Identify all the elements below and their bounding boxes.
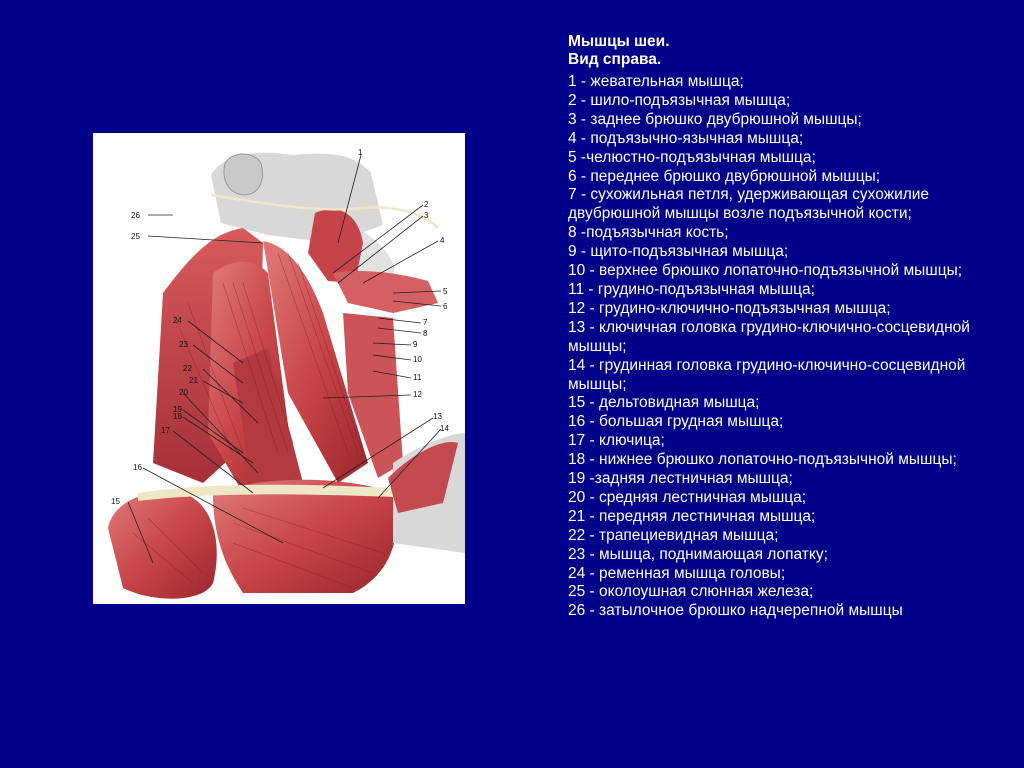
- legend-panel: [568, 33, 988, 621]
- legend-item-15: 15 - дельтовидная мышца;: [568, 394, 760, 412]
- legend-item-26: 26 - затылочное брюшко надчерепной мышцы: [568, 602, 903, 620]
- deltoid-shape: [108, 492, 217, 599]
- legend-item-17: 17 - ключица;: [568, 432, 665, 450]
- title-line-2: Вид справа.: [568, 51, 662, 68]
- callout-14: 14: [440, 424, 449, 433]
- callout-25: 25: [131, 232, 140, 241]
- callout-6: 6: [443, 302, 448, 311]
- callout-16: 16: [133, 463, 142, 472]
- legend-item-6: 6 - переднее брюшко двубрюшной мышцы;: [568, 167, 881, 185]
- callout-23: 23: [179, 340, 188, 349]
- callout-1: 1: [358, 148, 363, 157]
- legend-item-20: 20 - средняя лестничная мышца;: [568, 488, 807, 506]
- callout-20: 20: [179, 388, 188, 397]
- callout-2: 2: [424, 200, 429, 209]
- callout-4: 4: [440, 236, 445, 245]
- callout-17: 17: [161, 426, 170, 435]
- pectoral-shape: [213, 480, 397, 593]
- legend-list: [568, 73, 988, 621]
- callout-15: 15: [111, 497, 120, 506]
- legend-item-13: 13 - ключичная головка грудино-ключично-сосцевидной мышцы;: [568, 318, 970, 355]
- callout-24: 24: [173, 316, 182, 325]
- title-line-1: Мышцы шеи.: [568, 33, 670, 50]
- callout-3: 3: [424, 211, 429, 220]
- legend-item-23: 23 - мышца, поднимающая лопатку;: [568, 545, 828, 563]
- legend-item-14: 14 - грудинная головка грудино-ключично-сосцевидной мышцы;: [568, 356, 966, 393]
- callout-12: 12: [413, 390, 422, 399]
- legend-item-2: 2 - шило-подъязычная мышца;: [568, 91, 791, 109]
- callout-18: 18: [173, 412, 182, 421]
- legend-item-7: 7 - сухожильная петля, удерживающая сухожилие двубрюшной мышцы возле подъязычной кости;: [568, 186, 930, 223]
- legend-item-11: 11 - грудино-подъязычная мышца;: [568, 280, 815, 298]
- callout-11: 11: [413, 373, 422, 382]
- ear-shape: [224, 154, 262, 195]
- legend-item-16: 16 - большая грудная мышца;: [568, 413, 784, 431]
- legend-item-9: 9 - щито-подъязычная мышца;: [568, 243, 789, 261]
- callout-22: 22: [183, 364, 192, 373]
- callout-21: 21: [189, 376, 198, 385]
- legend-item-10: 10 - верхнее брюшко лопаточно-подъязычной мышцы;: [568, 262, 963, 280]
- legend-item-25: 25 - околоушная слюнная железа;: [568, 583, 814, 601]
- slide-title: [568, 33, 988, 69]
- legend-item-22: 22 - трапециевидная мышца;: [568, 526, 779, 544]
- neck-muscles-illustration: [93, 133, 465, 604]
- legend-item-18: 18 - нижнее брюшко лопаточно-подъязычной мышцы;: [568, 451, 957, 469]
- callout-9: 9: [413, 340, 418, 349]
- legend-item-1: 1 - жевательная мышца;: [568, 73, 744, 90]
- callout-26: 26: [131, 211, 140, 220]
- legend-item-12: 12 - грудино-ключично-подъязычная мышца;: [568, 299, 891, 317]
- callout-19: 19: [173, 405, 182, 414]
- callout-7: 7: [423, 318, 428, 327]
- callout-8: 8: [423, 329, 428, 338]
- legend-item-4: 4 - подъязычно-язычная мышца;: [568, 129, 804, 147]
- legend-item-19: 19 -задняя лестничная мышца;: [568, 470, 793, 488]
- callout-13: 13: [433, 412, 442, 421]
- legend-item-3: 3 - заднее брюшко двубрюшной мышцы;: [568, 110, 862, 128]
- legend-item-8: 8 -подъязычная кость;: [568, 224, 729, 242]
- anatomy-drawing: [93, 133, 465, 604]
- legend-item-24: 24 - ременная мышца головы;: [568, 564, 786, 582]
- callout-5: 5: [443, 287, 448, 296]
- legend-item-21: 21 - передняя лестничная мышца;: [568, 507, 816, 525]
- legend-item-5: 5 -челюстно-подъязычная мышца;: [568, 148, 816, 166]
- callout-10: 10: [413, 355, 422, 364]
